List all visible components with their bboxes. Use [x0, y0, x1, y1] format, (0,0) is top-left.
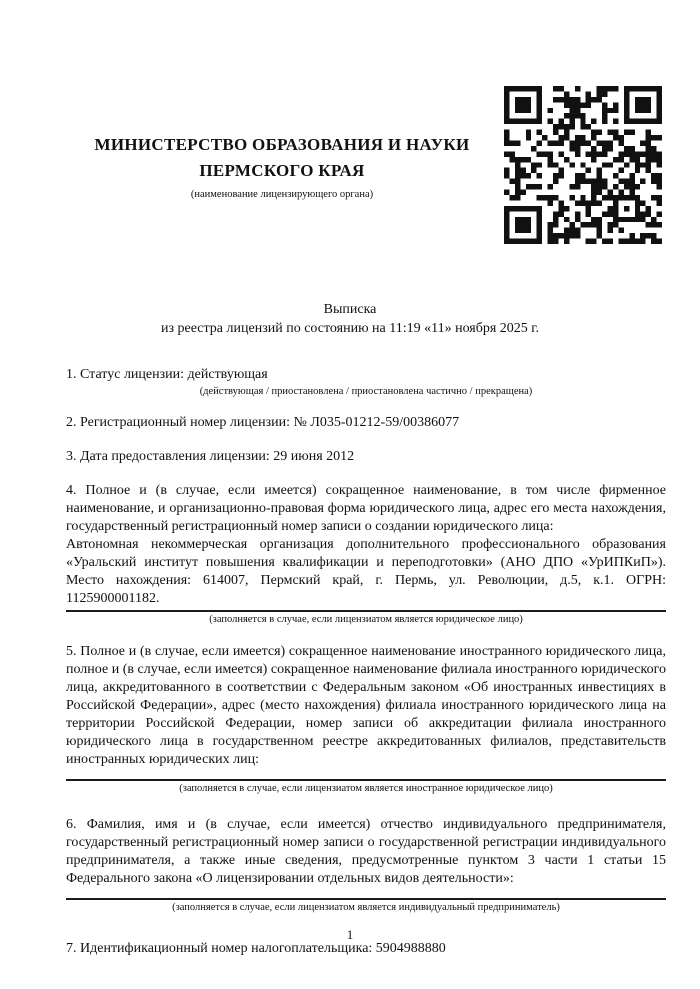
document-header	[62, 132, 502, 201]
individual-entrepreneur-underline	[66, 898, 666, 900]
individual-entrepreneur-note: (заполняется в случае, если лицензиатом является индивидуальный предприниматель)	[172, 902, 560, 913]
license-status-text: 1. Статус лицензии: действующая	[66, 367, 268, 382]
foreign-entity-underline	[66, 779, 666, 781]
page-number: 1	[346, 927, 354, 942]
foreign-entity-note: (заполняется в случае, если лицензиатом является иностранное юридическое лицо)	[179, 783, 553, 794]
registration-number-text: 2. Регистрационный номер лицензии: № Л035-01212-59/00386077	[66, 415, 460, 430]
issuing-authority-name-line2: ПЕРМСКОГО КРАЯ	[199, 161, 365, 180]
section-registration-number	[66, 414, 666, 432]
foreign-entity-label: 5. Полное и (в случае, если имеется) сокращенное наименование иностранного юридического лица, полное и (в случае, если имеется) сокращенное наименование филиала иностранного юридического лица, аккредитованного в соответствии с Федеральным законом «Об иностранных инвестициях в Российской Федерации», адрес (место нахождения) филиала иностранного юридического лица на территории Российской Федерации, номер записи об аккредитации филиала иностранного юридического лица в государственном реестре аккредитованных филиалов, представительств иностранных юридических лиц:	[66, 644, 666, 767]
document-title-line2: из реестра лицензий по состоянию на 11:19 «11» ноября 2025 г.	[161, 321, 539, 336]
legal-entity-note: (заполняется в случае, если лицензиатом является юридическое лицо)	[209, 614, 523, 625]
section-legal-entity	[66, 482, 666, 626]
section-license-status	[66, 366, 666, 398]
legal-entity-underline	[66, 610, 666, 612]
issuing-authority-caption: (наименование лицензирующего органа)	[190, 189, 374, 200]
individual-entrepreneur-label: 6. Фамилия, имя и (в случае, если имеется) отчество индивидуального предпринимателя, государственный регистрационный номер записи о государственной регистрации индивидуального предпринимателя, а также иные сведения, предусмотренные пунктом 3 части 1 статьи 15 Федерального закона «О лицензировании отдельных видов деятельности»:	[66, 817, 666, 886]
document-title-line1: Выписка	[323, 302, 377, 317]
license-date-text: 3. Дата предоставления лицензии: 29 июня 2012	[66, 449, 355, 464]
document-title	[0, 300, 700, 338]
qr-code	[504, 86, 662, 244]
section-individual-entrepreneur	[66, 816, 666, 914]
issuing-authority-name	[62, 132, 502, 184]
foreign-entity-value	[66, 769, 666, 777]
document-body	[66, 366, 666, 958]
legal-entity-value: Автономная некоммерческая организация дополнительного профессионального образования «Уральский институт повышения квалификации и переподготовки» (АНО ДПО «УрИПКиП»). Место нахождения: 614007, Пермский край, г. Пермь, ул. Революции, д.5, к.1. ОГРН: 1125900001182.	[66, 537, 666, 606]
taxpayer-id-text: 7. Идентификационный номер налогоплательщика: 5904988880	[66, 941, 446, 956]
section-foreign-entity	[66, 643, 666, 795]
license-status-note: (действующая / приостановлена / приостановлена частично / прекращена)	[199, 386, 533, 397]
issuing-authority-name-line1: МИНИСТЕРСТВО ОБРАЗОВАНИЯ И НАУКИ	[94, 135, 470, 154]
individual-entrepreneur-value	[66, 888, 666, 896]
section-license-date	[66, 448, 666, 466]
legal-entity-label: 4. Полное и (в случае, если имеется) сокращенное наименование, в том числе фирменное наименование, и организационно-правовая форма юридического лица, адрес его места нахождения, государственный регистрационный номер записи о создании юридического лица:	[66, 483, 666, 534]
